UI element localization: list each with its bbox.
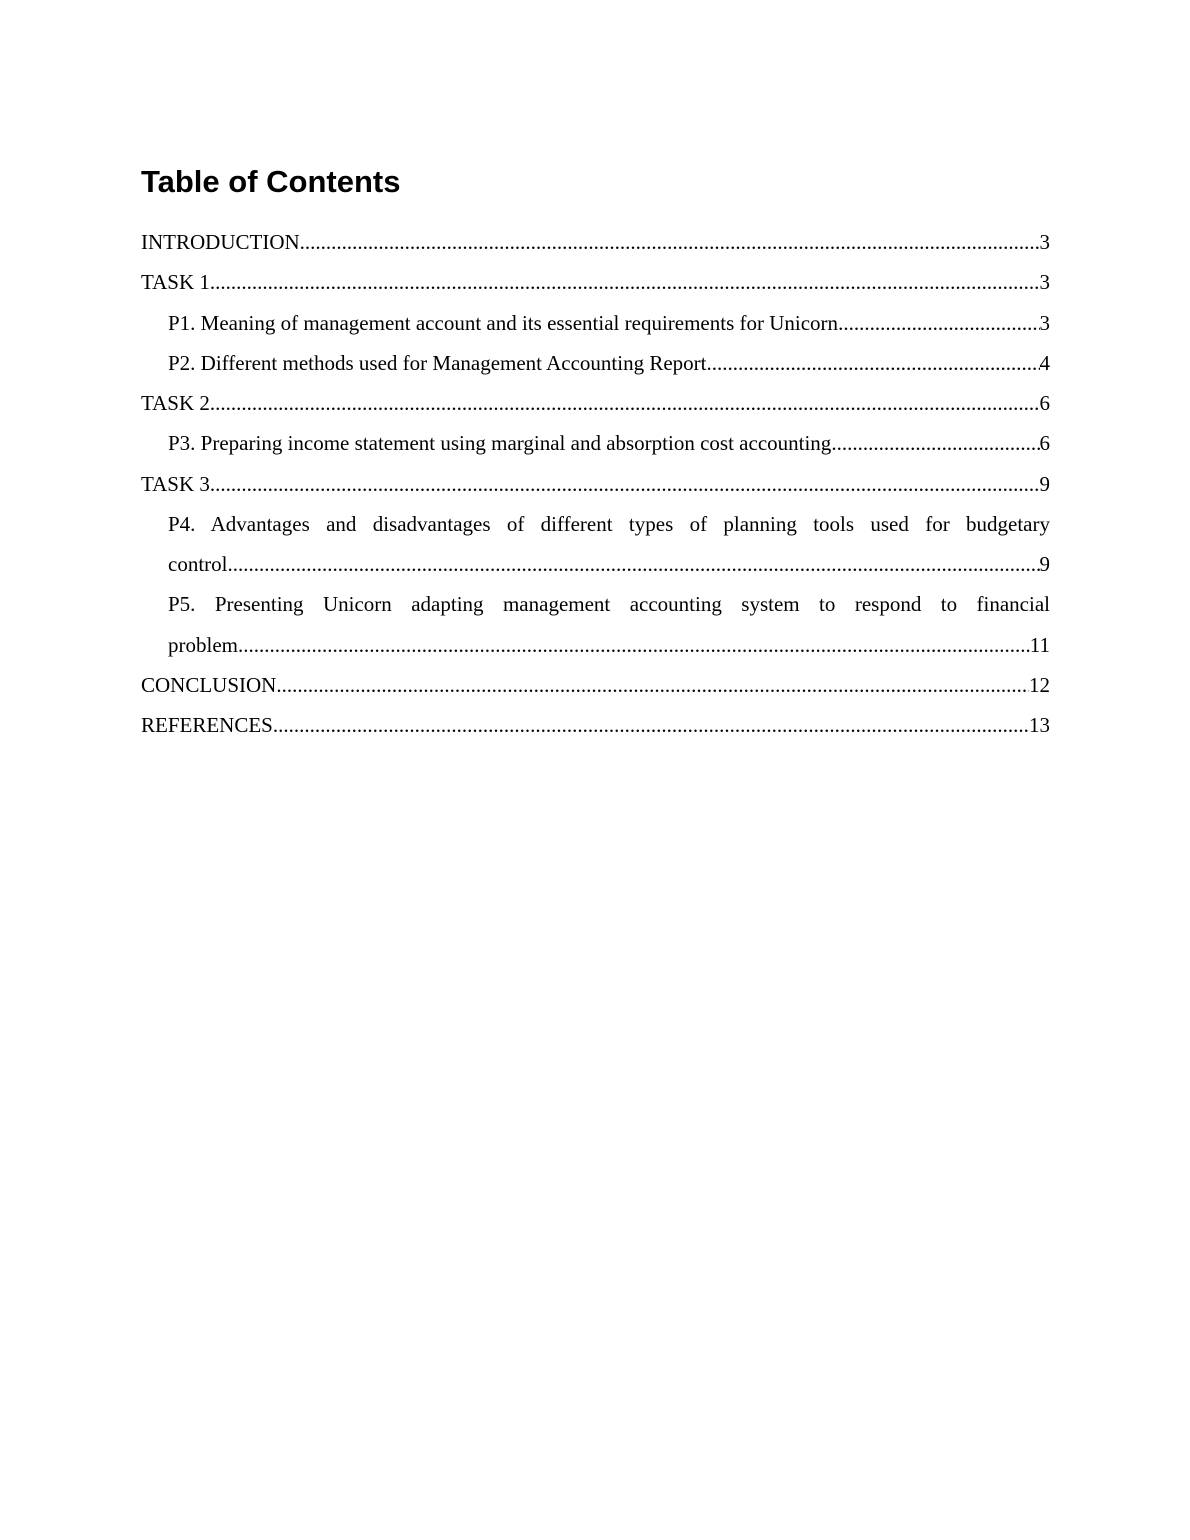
toc-dot-leader xyxy=(273,705,1029,745)
toc-dot-leader xyxy=(238,625,1030,665)
toc-dot-leader xyxy=(831,423,1039,463)
toc-entry-line2 xyxy=(168,544,1050,584)
toc-entry-label: P2. Different methods used for Management Accounting Report xyxy=(168,350,707,375)
toc-page-number: 6 xyxy=(1039,431,1050,456)
toc-dot-leader xyxy=(227,544,1039,584)
toc-page-number: 3 xyxy=(1039,270,1050,295)
toc-entry-label: TASK 1 xyxy=(141,270,210,295)
toc-page-number: 9 xyxy=(1039,471,1050,496)
toc-entry-task-1[interactable] xyxy=(141,262,1050,302)
toc-entry-label-line1: P5. Presenting Unicorn adapting management accounting system to respond to financial xyxy=(168,592,1050,617)
toc-entry-label: P1. Meaning of management account and its essential requirements for Unicorn xyxy=(168,310,839,335)
toc-dot-leader xyxy=(210,383,1040,423)
toc-page-number: 11 xyxy=(1029,632,1050,657)
toc-entry-introduction[interactable] xyxy=(141,222,1050,262)
toc-entry-p3[interactable] xyxy=(141,423,1050,463)
toc-entry-label: P3. Preparing income statement using marginal and absorption cost accounting xyxy=(168,431,832,456)
toc-dot-leader xyxy=(707,343,1040,383)
toc-entry-label-line2: control xyxy=(168,552,228,576)
toc-page-number: 4 xyxy=(1039,350,1050,375)
toc-entry-p5[interactable] xyxy=(141,584,1050,665)
toc-entry-references[interactable] xyxy=(141,705,1050,745)
toc-entry-p2[interactable] xyxy=(141,343,1050,383)
toc-dot-leader xyxy=(210,262,1040,302)
toc-page-number: 3 xyxy=(1039,310,1050,335)
toc-entry-label: INTRODUCTION xyxy=(141,230,300,254)
toc-dot-leader xyxy=(276,665,1029,705)
toc-entry-p1[interactable] xyxy=(141,303,1050,343)
toc-dot-leader xyxy=(300,222,1040,262)
toc-list xyxy=(141,222,1050,745)
toc-entry-label: TASK 3 xyxy=(141,471,210,496)
toc-dot-leader xyxy=(838,303,1039,343)
toc-entry-p4[interactable] xyxy=(141,504,1050,585)
toc-page-number: 3 xyxy=(1039,230,1050,254)
toc-entry-label-line2: problem xyxy=(168,632,238,657)
toc-entry-task-2[interactable] xyxy=(141,383,1050,423)
toc-entry-label-line1: P4. Advantages and disadvantages of different types of planning tools used for budgetary xyxy=(168,511,1050,536)
toc-dot-leader xyxy=(210,464,1040,504)
toc-entry-conclusion[interactable] xyxy=(141,665,1050,705)
toc-entry-line2 xyxy=(168,625,1050,665)
toc-entry-label: CONCLUSION xyxy=(141,672,277,697)
toc-page-number: 6 xyxy=(1039,391,1050,415)
toc-entry-task-3[interactable] xyxy=(141,464,1050,504)
toc-page-number: 13 xyxy=(1029,713,1050,737)
toc-entry-label: TASK 2 xyxy=(141,391,210,415)
toc-entry-label: REFERENCES xyxy=(141,713,273,737)
toc-page-number: 9 xyxy=(1039,552,1050,576)
toc-page-number: 12 xyxy=(1029,672,1050,697)
toc-title: Table of Contents xyxy=(141,164,401,199)
